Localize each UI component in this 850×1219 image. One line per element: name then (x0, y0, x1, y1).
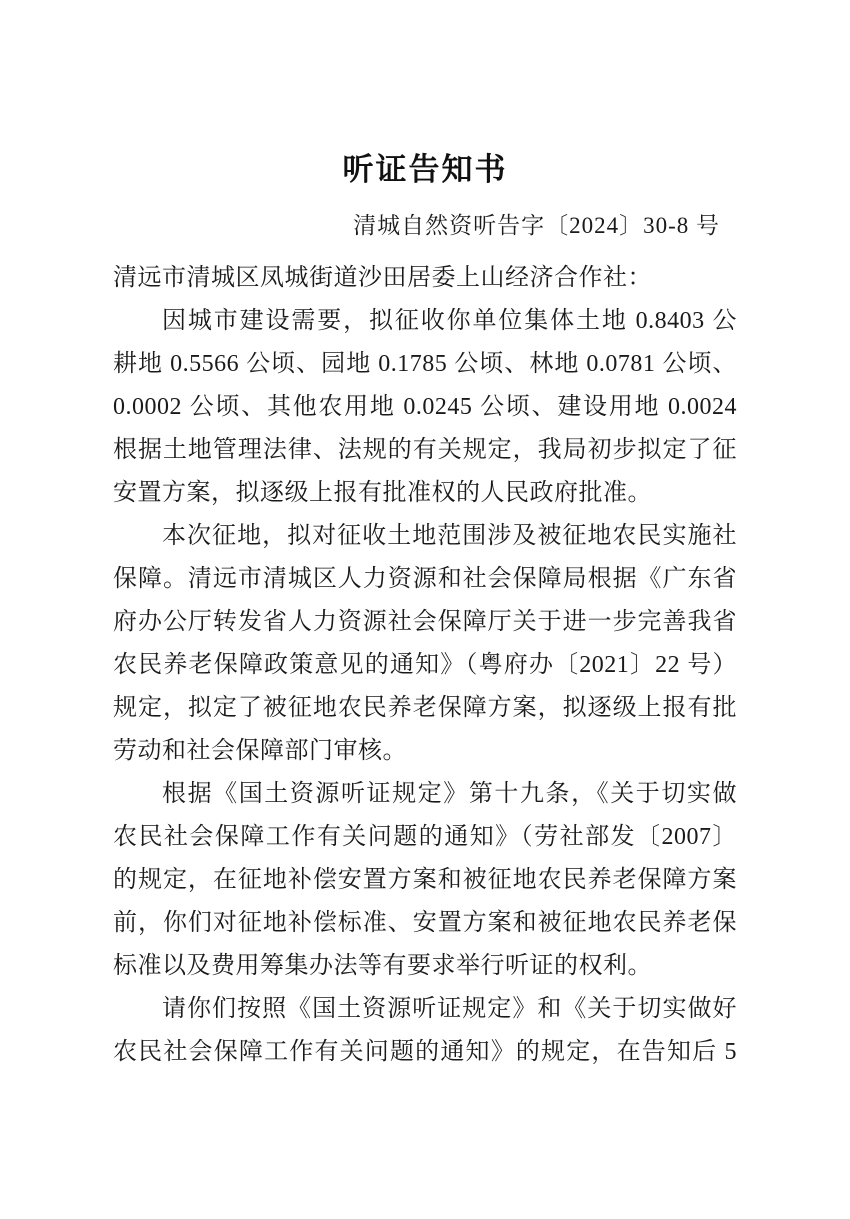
document-text-line: 府办公厅转发省人力资源社会保障厅关于进一步完善我省 (113, 609, 737, 635)
document-text-line: 因城市建设需要，拟征收你单位集体土地 0.8403 公 (162, 308, 737, 334)
document-text-line: 本次征地，拟对征收土地范围涉及被征地农民实施社 (162, 523, 737, 549)
document-number: 清城自然资听告字〔2024〕30-8 号 (353, 213, 720, 238)
document-text-line: 农民社会保障工作有关问题的通知》（劳社部发〔2007〕 (113, 824, 737, 850)
document-text-line: 农民社会保障工作有关问题的通知》的规定，在告知后 5 (113, 1039, 737, 1065)
document-text-line: 请你们按照《国土资源听证规定》和《关于切实做好 (162, 996, 737, 1022)
document-content (113, 150, 737, 1074)
document-text-line: 农民养老保障政策意见的通知》（粤府办〔2021〕22 号） (113, 652, 737, 678)
document-text-line: 标准以及费用筹集办法等有要求举行听证的权利。 (113, 953, 652, 979)
document-text-line: 安置方案，拟逐级上报有批准权的人民政府批准。 (113, 480, 652, 506)
document-body (113, 257, 737, 1074)
document-text-line: 的规定，在征地补偿安置方案和被征地农民养老保障方案 (113, 867, 737, 893)
document-text-line: 根据《国土资源听证规定》第十九条，《关于切实做 (162, 781, 737, 807)
document-text-line: 根据土地管理法律、法规的有关规定，我局初步拟定了征 (113, 437, 737, 463)
document-text-line: 0.0002 公顷、其他农用地 0.0245 公顷、建设用地 0.0024 (113, 394, 737, 420)
document-text-line: 劳动和社会保障部门审核。 (113, 738, 407, 764)
document-text-line: 规定，拟定了被征地农民养老保障方案，拟逐级上报有批 (113, 695, 737, 721)
document-title: 听证告知书 (342, 152, 508, 187)
document-text-line: 保障。清远市清城区人力资源和社会保障局根据《广东省 (113, 566, 737, 592)
document-text-line: 耕地 0.5566 公顷、园地 0.1785 公顷、林地 0.0781 公顷、 (113, 351, 737, 377)
document-text-line: 前，你们对征地补偿标准、安置方案和被征地农民养老保 (113, 910, 737, 936)
document-text-line: 清远市清城区凤城街道沙田居委上山经济合作社： (113, 265, 652, 291)
